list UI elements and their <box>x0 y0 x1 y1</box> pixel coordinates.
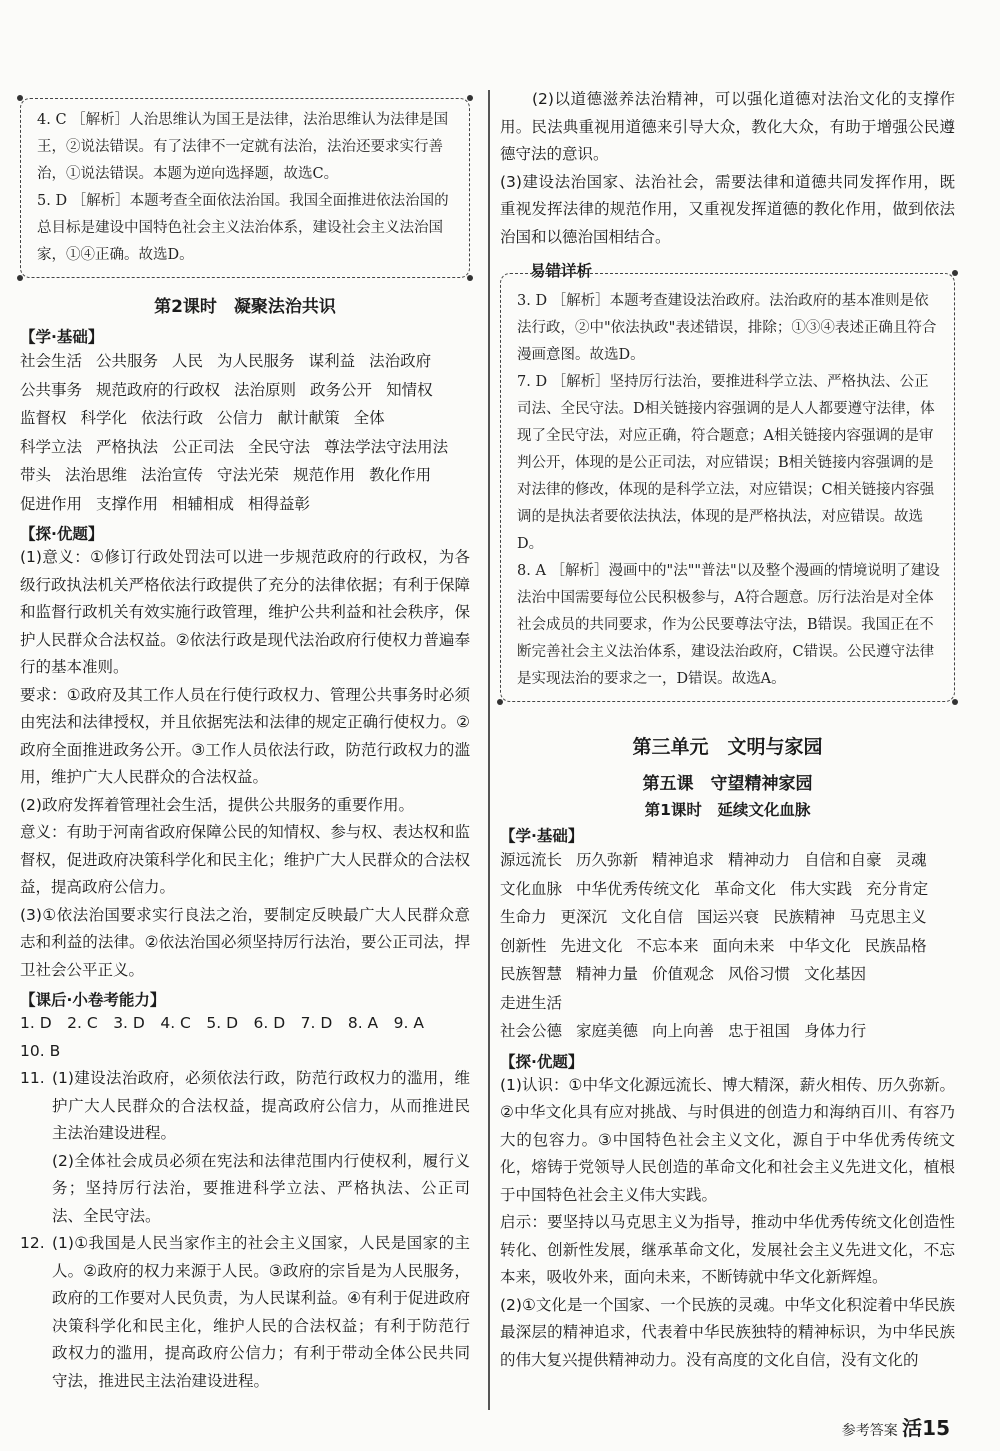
question-number: 11. <box>20 1069 45 1087</box>
box-item: 5. D ［解析］本题考查全面依法治国。我国全面推进依法治国的总目标是建设中国特色社会主义法治体系，建设社会主义法治国家，①④正确。故选D。 <box>37 193 449 263</box>
term: 文化血脉 <box>500 879 563 898</box>
term: 民族品格 <box>864 936 927 955</box>
term: 价值观念 <box>652 965 715 983</box>
term: 伟大实践 <box>790 879 853 898</box>
term: 知情权 <box>386 380 433 399</box>
term: 民族精神 <box>773 908 836 926</box>
corner-dot <box>952 699 958 705</box>
term: 促进作用 <box>20 494 83 513</box>
explore-paragraph: (2)①文化是一个国家、一个民族的灵魂。中华文化积淀着中华民族最深层的精神追求，代表着中华民族独特的精神标识，为中华民族的伟大复兴提供精神动力。没有高度的文化自信，没有文化的 <box>500 1295 955 1369</box>
explore-paragraph: (1)认识：①中华文化源远流长、博大精深，薪火相传、历久弥新。②中华文化具有应对挑战、与时俱进的创造力和海纳百川、有容乃大的包容力。③中国特色社会主义文化，源自于中华优秀传统文化，熔铸于党领导人民创造的革命文化和社会主义先进文化，植根于中国特色社会主义伟大实践。 <box>500 1075 955 1204</box>
term: 法治政府 <box>369 352 432 370</box>
term: 公信力 <box>217 409 264 427</box>
term: 中华优秀传统文化 <box>576 879 701 898</box>
term-list <box>20 347 470 518</box>
term: 为人民服务 <box>217 352 295 370</box>
error-analysis-label: 易错详析 <box>524 259 598 281</box>
term: 规范政府的行政权 <box>96 380 221 399</box>
term: 谋利益 <box>308 352 356 370</box>
term: 社会生活 <box>20 352 83 370</box>
corner-dot <box>467 95 473 101</box>
left-column <box>20 90 470 1395</box>
term: 文化自信 <box>621 908 684 926</box>
term: 公共事务 <box>20 380 83 399</box>
section-after-class: 【课后·小卷考能力】 <box>20 991 166 1009</box>
explore-paragraph: (2)政府发挥着管理社会生活，提供公共服务的重要作用。 <box>20 795 414 814</box>
term: 充分肯定 <box>866 879 929 898</box>
term-row <box>500 932 955 961</box>
error-item: 3. D ［解析］本题考查建设法治政府。法治政府的基本准则是依法行政，②中"依法执政"表述错误，排除；①③④表述正确且符合漫画意图。故选D。 <box>517 293 937 363</box>
box-item: 4. C ［解析］人治思维认为国王是法律，法治思维认为法律是国王，②说法错误。有了法律不一定就有法治，法治还要求实行善治，①说法错误。本题为逆向选择题，故选C。 <box>37 112 449 182</box>
question-number: 12. <box>20 1234 45 1252</box>
term: 更深沉 <box>560 908 608 926</box>
term-row <box>20 404 470 433</box>
explore-paragraph: (3)①依法治国要求实行良法之治，要制定反映最广大人民群众意志和利益的法律。②依法治国必须坚持厉行法治，要公正司法，捍卫社会公平正义。 <box>20 905 470 979</box>
unit-title: 第三单元 文明与家园 <box>632 736 823 758</box>
term-row <box>20 461 470 490</box>
corner-dot <box>497 699 503 705</box>
term-row <box>500 846 955 875</box>
term: 献计献策 <box>277 409 340 427</box>
term: 自信和自豪 <box>804 851 882 869</box>
term: 法治宣传 <box>141 466 204 484</box>
term: 精神动力 <box>728 851 791 869</box>
term: 国运兴衰 <box>697 908 760 926</box>
answer-line: 1. D 2. C 3. D 4. C 5. D 6. D 7. D 8. A 9. A <box>20 1014 424 1032</box>
page-footer <box>842 1412 950 1441</box>
term: 法治思维 <box>65 466 128 484</box>
term: 政务公开 <box>310 380 373 399</box>
term: 相辅相成 <box>172 494 235 513</box>
lesson-title: 第2课时 凝聚法治共识 <box>154 297 336 317</box>
term: 文化基因 <box>804 965 867 983</box>
term: 精神力量 <box>576 965 639 983</box>
term-row <box>500 1017 955 1046</box>
term: 面向未来 <box>712 936 775 955</box>
question-11 <box>20 1065 470 1230</box>
term: 向上向善 <box>652 1022 715 1040</box>
term: 风俗习惯 <box>728 965 791 983</box>
term: 革命文化 <box>714 879 777 898</box>
term: 依法行政 <box>141 409 204 427</box>
answer-line: 10. B <box>20 1041 61 1060</box>
term: 相得益彰 <box>248 494 311 513</box>
continued-paragraph: (2)以道德滋养法治精神，可以强化道德对法治文化的支撑作用。民法典重视用道德来引导大众，教化大众，有助于增强公民遵德守法的意识。 <box>500 90 955 163</box>
footer-label: 参考答案 <box>841 1423 898 1439</box>
term: 守法光荣 <box>217 466 280 484</box>
term: 灵魂 <box>895 851 927 869</box>
term: 公正司法 <box>172 437 235 456</box>
error-analysis-box <box>500 273 955 702</box>
corner-dot <box>467 275 473 281</box>
answer-box-top <box>20 98 470 278</box>
term-row <box>20 433 470 462</box>
section-explore: 【探·优题】 <box>500 1052 584 1071</box>
term: 生命力 <box>500 908 547 926</box>
question-paragraph: (1)建设法治政府，必须依法行政，防范行政权力的滥用，维护广大人民群众的合法权益，提高政府公信力，从而推进民主法治建设进程。 <box>52 1069 470 1142</box>
lesson-title: 第五课 守望精神家园 <box>642 774 813 794</box>
term: 忠于祖国 <box>728 1022 791 1040</box>
term: 不忘本来 <box>636 936 699 955</box>
explore-paragraph: 要求：①政府及其工作人员在行使行政权力、管理公共事务时必须由宪法和法律授权，并且依据宪法和法律的规定正确行使权力。②政府全面推进政务公开。③工作人员依法行政，防范行政权力的滥用，维护广大人民群众的合法权益。 <box>20 685 470 786</box>
term: 源远流长 <box>500 851 563 869</box>
error-analysis-section <box>500 262 955 702</box>
term: 精神追求 <box>652 851 715 869</box>
term: 人民 <box>172 352 204 370</box>
section-basic: 【学·基础】 <box>20 328 104 346</box>
continued-paragraph: (3)建设法治国家、法治社会，需要法律和道德共同发挥作用，既重视发挥法律的规范作用，又重视发挥道德的教化作用，做到依法治国和以德治国相结合。 <box>500 172 955 246</box>
question-paragraph: (2)全体社会成员必须在宪法和法律范围内行使权利，履行义务；坚持厉行法治，要推进科学立法、严格执法、公正司法、全民守法。 <box>52 1151 470 1225</box>
right-column <box>500 90 955 1374</box>
term: 监督权 <box>20 409 67 427</box>
corner-dot <box>17 95 23 101</box>
term: 科学化 <box>80 409 128 427</box>
term: 民族智慧 <box>500 965 563 983</box>
term-row <box>500 903 955 932</box>
term: 历久弥新 <box>576 851 639 869</box>
term: 支撑作用 <box>96 494 159 513</box>
term-row <box>20 347 470 376</box>
term: 创新性 <box>500 936 547 955</box>
term: 全体 <box>353 409 385 427</box>
term: 严格执法 <box>96 437 159 456</box>
column-divider <box>488 90 490 1410</box>
term: 带头 <box>20 466 52 484</box>
term: 先进文化 <box>560 936 623 955</box>
term: 科学立法 <box>20 437 83 456</box>
section-explore: 【探·优题】 <box>20 525 104 543</box>
term-list <box>500 846 955 1046</box>
term: 法治原则 <box>234 380 297 399</box>
question-paragraph: (1)①我国是人民当家作主的社会主义国家，人民是国家的主人。②政府的权力来源于人民。③政府的宗旨是为人民服务，政府的工作要对人民负责，为人民谋利益。④有利于促进政府决策科学化和民主化，维护人民的合法权益；有利于防范行政权力的滥用，提高政府公信力；有利于带动全体公民共同守法，推进民主法治建设进程。 <box>52 1234 470 1390</box>
error-item: 7. D ［解析］坚持厉行法治，要推进科学立法、严格执法、公正司法、全民守法。D相关链接内容强调的是人人都要遵守法律，体现了全民守法，对应正确，符合题意；A相关链接内容强调的是审判公开，体现的是公正司法，对应错误；B相关链接内容强调的是对法律的修改，体现的是科学立法，对应错误；C相关链接内容强调的是执法者要依法执法，体现的是严格执法，对应错误。故选D。 <box>517 374 935 552</box>
corner-dot <box>17 275 23 281</box>
corner-dot <box>952 270 958 276</box>
page-number: 活15 <box>902 1416 950 1440</box>
term: 教化作用 <box>369 466 432 484</box>
term-row <box>20 490 470 519</box>
term: 尊法学法守法用法 <box>324 437 449 456</box>
term: 家庭美德 <box>576 1022 639 1040</box>
term: 规范作用 <box>293 466 356 484</box>
error-item: 8. A ［解析］漫画中的"法""普法"以及整个漫画的情境说明了建设法治中国需要每位公民积极参与，A符合题意。厉行法治是对全体社会成员的共同要求，作为公民要尊法守法，B错误。我国正在不断完善社会主义法治体系，建设法治政府，C错误。公民遵守法律是实现法治的要求之一，D错误。故选A。 <box>517 563 940 687</box>
section-basic: 【学·基础】 <box>500 827 584 845</box>
question-12 <box>20 1230 470 1395</box>
term: 全民守法 <box>248 437 311 456</box>
term: 公共服务 <box>96 352 159 370</box>
explore-paragraph: 启示：要坚持以马克思主义为指导，推动中华优秀传统文化创造性转化、创新性发展，继承革命文化，发展社会主义先进文化，不忘本来，吸收外来，面向未来，不断铸就中华文化新辉煌。 <box>500 1213 955 1286</box>
term: 马克思主义 <box>849 908 927 926</box>
term: 身体力行 <box>804 1022 867 1040</box>
term-row <box>500 960 955 1017</box>
term-row <box>20 376 470 405</box>
period-title: 第1课时 延续文化血脉 <box>644 801 811 819</box>
term: 社会公德 <box>500 1022 563 1040</box>
term-row <box>500 875 955 904</box>
explore-paragraph: (1)意义：①修订行政处罚法可以进一步规范政府的行政权，为各级行政执法机关严格依法行政提供了充分的法律依据；有利于保障和监督行政机关有效实施行政管理，维护公共利益和社会秩序，保护人民群众合法权益。②依法行政是现代法治政府行使权力普遍奉行的基本准则。 <box>20 548 470 676</box>
term: 走进生活 <box>500 993 563 1012</box>
term: 中华文化 <box>788 936 851 955</box>
explore-paragraph: 意义：有助于河南省政府保障公民的知情权、参与权、表达权和监督权，促进政府决策科学化和民主化；维护广大人民群众的合法权益，提高政府公信力。 <box>20 823 470 896</box>
